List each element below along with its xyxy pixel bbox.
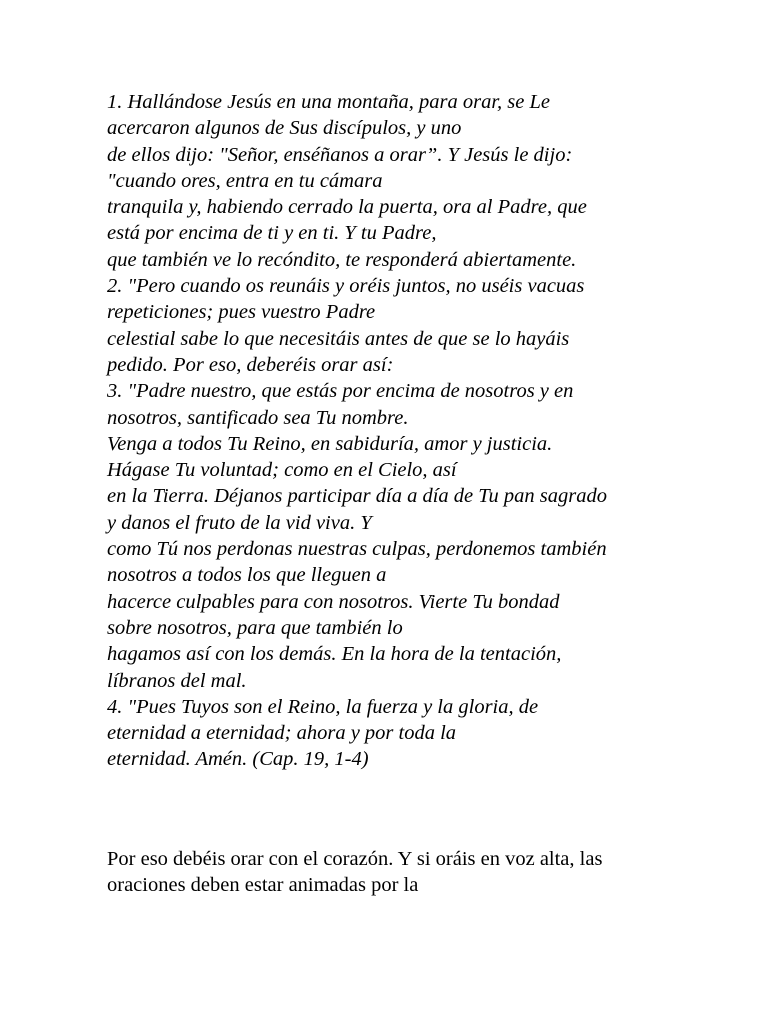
quote-line: eternidad. Amén. (Cap. 19, 1-4)	[107, 748, 369, 771]
quote-line: eternidad a eternidad; ahora y por toda la	[107, 722, 457, 745]
quote-line: 3. "Padre nuestro, que estás por encima de nosotros y en	[107, 380, 574, 403]
quote-line: como Tú nos perdonas nuestras culpas, perdonemos también	[107, 538, 607, 561]
quote-line: Hágase Tu voluntad; como en el Cielo, así	[107, 459, 457, 482]
quote-line: hagamos así con los demás. En la hora de la tentación,	[107, 643, 562, 666]
scripture-quote	[107, 89, 747, 773]
quote-line: que también ve lo recóndito, te responderá abiertamente.	[107, 248, 577, 271]
quote-line: de ellos dijo: "Señor, enséñanos a orar”. Y Jesús le dijo:	[107, 143, 573, 166]
quote-line: nosotros, santificado sea Tu nombre.	[107, 406, 409, 429]
paragraph-line: oraciones deben estar animadas por la	[107, 874, 419, 897]
quote-line: 4. "Pues Tuyos son el Reino, la fuerza y la gloria, de	[107, 695, 539, 718]
quote-line: 2. "Pero cuando os reunáis y oréis juntos, no uséis vacuas	[107, 275, 585, 298]
quote-line: 1. Hallándose Jesús en una montaña, para orar, se Le	[107, 91, 551, 113]
quote-line: sobre nosotros, para que también lo	[107, 616, 403, 639]
paragraph-line: Por eso debéis orar con el corazón. Y si oráis en voz alta, las	[107, 848, 603, 870]
quote-line: pedido. Por eso, deberéis orar así:	[107, 353, 394, 376]
quote-line: acercaron algunos de Sus discípulos, y uno	[107, 117, 462, 140]
quote-line: nosotros a todos los que lleguen a	[107, 564, 387, 587]
quote-line: repeticiones; pues vuestro Padre	[107, 301, 376, 324]
quote-line: líbranos del mal.	[107, 669, 247, 692]
quote-line: en la Tierra. Déjanos participar día a día de Tu pan sagrado	[107, 485, 607, 508]
closing-paragraph	[107, 846, 747, 899]
quote-line: tranquila y, habiendo cerrado la puerta, ora al Padre, que	[107, 196, 587, 219]
quote-line: celestial sabe lo que necesitáis antes de que se lo hayáis	[107, 327, 570, 350]
quote-line: y danos el fruto de la vid viva. Y	[107, 511, 372, 534]
quote-line: hacerce culpables para con nosotros. Vierte Tu bondad	[107, 590, 560, 613]
quote-line: "cuando ores, entra en tu cámara	[107, 169, 383, 192]
quote-line: Venga a todos Tu Reino, en sabiduría, amor y justicia.	[107, 432, 553, 455]
quote-line: está por encima de ti y en ti. Y tu Padre,	[107, 222, 437, 245]
